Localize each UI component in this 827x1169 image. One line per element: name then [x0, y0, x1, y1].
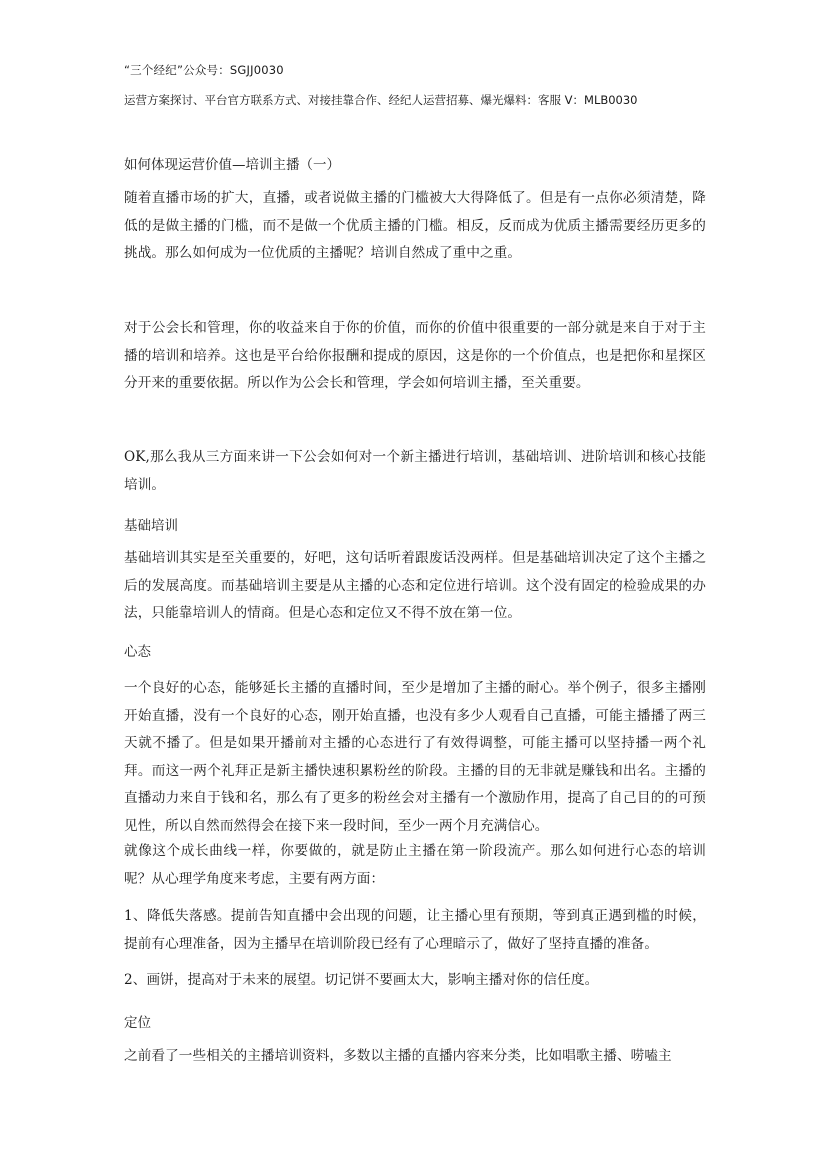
header-account-line: “三个经纪”公众号：SGJJ0030 [124, 63, 284, 77]
paragraph-growth-curve: 就像这个成长曲线一样，你要做的，就是防止主播在第一阶段流产。那么如何进行心态的培训呢？从心理学角度来考虑，主要有两方面： [124, 843, 706, 887]
paragraph-three-aspects: OK,那么我从三方面来讲一下公会如何对一个新主播进行培训，基础培训、进阶培训和核心技能培训。 [124, 449, 706, 493]
heading-positioning: 定位 [124, 1015, 151, 1031]
paragraph-positioning: 之前看了一些相关的主播培训资料，多数以主播的直播内容来分类，比如唱歌主播、唠嗑主 [124, 1048, 672, 1064]
header-contact-line: 运营方案探讨、平台官方联系方式、对接挂靠合作、经纪人运营招募、爆光爆料：客服 V：MLB0030 [124, 93, 638, 107]
paragraph-mindset: 一个良好的心态，能够延长主播的直播时间，至少是增加了主播的耐心。举个例子，很多主播刚开始直播，没有一个良好的心态，刚开始直播，也没有多少人观看自己直播，可能主播播了两三天就不播了。但是如果开播前对主播的心态进行了有效得调整，可能主播可以坚持播一两个礼拜。而这一两个礼拜正是新主播快速积累粉丝的阶段。主播的目的无非就是赚钱和出名。主播的直播动力来自于钱和名，那么有了更多的粉丝会对主播有一个激励作用，提高了自己目的的可预见性，所以自然而然得会在接下来一段时间，至少一两个月充满信心。 [124, 680, 706, 834]
paragraph-point-2: 2、画饼，提高对于未来的展望。切记饼不要画太大，影响主播对你的信任度。 [124, 972, 599, 988]
paragraph-point-1: 1、降低失落感。提前告知直播中会出现的问题，让主播心里有预期，等到真正遇到槛的时候，提前有心理准备，因为主播早在培训阶段已经有了心理暗示了，做好了坚持直播的准备。 [124, 908, 706, 952]
heading-mindset: 心态 [124, 644, 151, 660]
paragraph-basic-training: 基础培训其实是至关重要的，好吧，这句话听着跟废话没两样。但是基础培训决定了这个主播之后的发展高度。而基础培训主要是从主播的心态和定位进行培训。这个没有固定的检验成果的办法，只能靠培训人的情商。但是心态和定位又不得不放在第一位。 [124, 550, 706, 621]
article-title: 如何体现运营价值—培训主播（一） [124, 157, 340, 173]
heading-basic-training: 基础培训 [124, 518, 178, 534]
paragraph-intro: 随着直播市场的扩大，直播，或者说做主播的门槛被大大得降低了。但是有一点你必须清楚，降低的是做主播的门槛，而不是做一个优质主播的门槛。相反，反而成为优质主播需要经历更多的挑战。那么如何成为一位优质的主播呢？培训自然成了重中之重。 [124, 190, 706, 261]
paragraph-value: 对于公会长和管理，你的收益来自于你的价值，而你的价值中很重要的一部分就是来自于对于主播的培训和培养。这也是平台给你报酬和提成的原因，这是你的一个价值点，也是把你和星探区分开来的重要依据。所以作为公会长和管理，学会如何培训主播，至关重要。 [124, 320, 706, 391]
